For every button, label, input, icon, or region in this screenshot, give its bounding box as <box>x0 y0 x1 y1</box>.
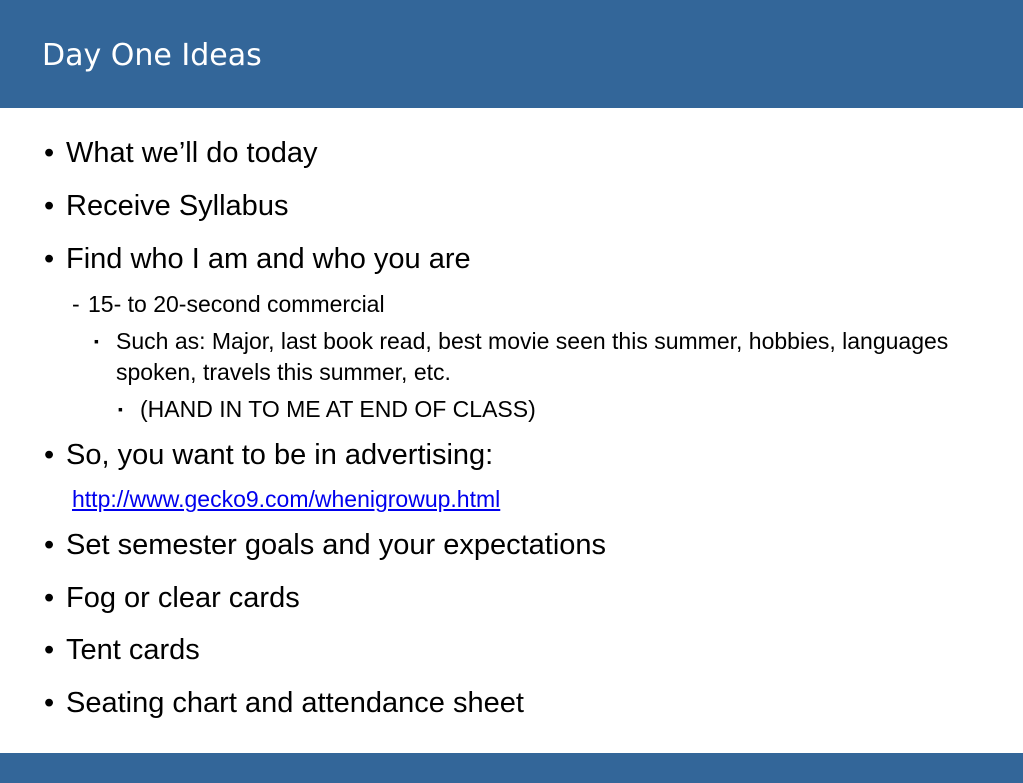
bullet-item <box>44 136 317 170</box>
bullet-text: Tent cards <box>66 634 200 666</box>
bullet-text: Find who I am and who you are <box>66 243 471 275</box>
bullet-item <box>44 242 471 276</box>
bullet-text: So, you want to be in advertising: <box>66 439 494 471</box>
bullet-text: What we’ll do today <box>66 137 318 169</box>
bullet-marker: • <box>44 687 55 719</box>
bullet-text: Seating chart and attendance sheet <box>66 687 524 719</box>
square-bullet-icon: ▪ <box>118 401 123 417</box>
sub-sub-bullet-text: (HAND IN TO ME AT END OF CLASS) <box>140 396 536 422</box>
bullet-item <box>44 189 288 223</box>
sub-sub-bullet-text: Such as: Major, last book read, best movie seen this summer, hobbies, languages spoken, travels this summer, etc. <box>116 328 949 385</box>
bullet-marker: • <box>44 137 55 169</box>
bullet-text: Set semester goals and your expectations <box>66 529 607 561</box>
bullet-marker: • <box>44 243 55 275</box>
bullet-marker: • <box>44 190 55 222</box>
sub-sub-bullet-item <box>118 394 998 425</box>
bullet-marker: • <box>44 634 55 666</box>
square-bullet-icon: ▪ <box>94 333 99 349</box>
bullet-marker: • <box>44 582 55 614</box>
header-bar <box>0 0 1023 108</box>
bullet-marker: • <box>44 529 55 561</box>
advertising-link[interactable]: http://www.gecko9.com/whenigrowup.html <box>72 486 501 512</box>
sub-bullet-text: 15- to 20-second commercial <box>88 291 385 317</box>
bullet-marker: • <box>44 439 55 471</box>
bullet-item <box>44 686 524 720</box>
sub-bullet-item <box>72 290 385 318</box>
bullet-text: Fog or clear cards <box>66 582 300 614</box>
footer-bar <box>0 753 1023 783</box>
slide-title: Day One Ideas <box>42 38 262 73</box>
bullet-item <box>44 633 200 667</box>
bullet-item <box>44 528 606 562</box>
bullet-text: Receive Syllabus <box>66 190 289 222</box>
dash-marker: - <box>72 291 80 317</box>
bullet-item <box>44 438 493 472</box>
sub-sub-bullet-item <box>94 326 974 388</box>
bullet-item <box>44 581 300 615</box>
